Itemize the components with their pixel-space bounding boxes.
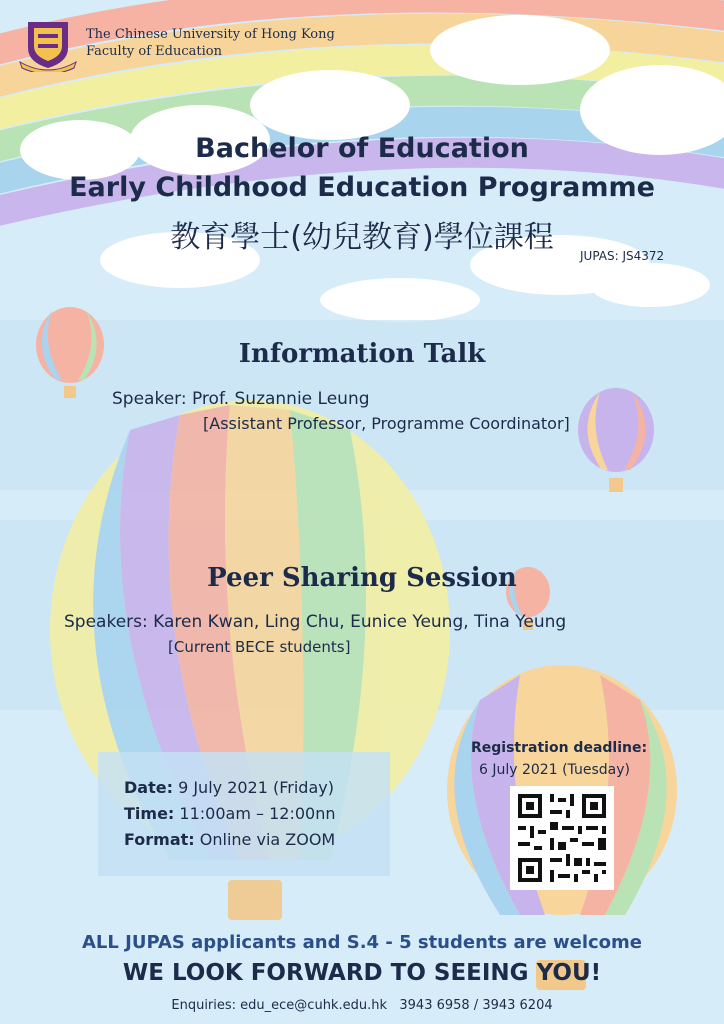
faculty-name: Faculty of Education xyxy=(86,44,222,59)
event-time: Time: 11:00am – 12:00nn xyxy=(124,804,336,823)
welcome-message: ALL JUPAS applicants and S.4 - 5 students are welcome xyxy=(82,932,642,953)
registration-deadline-date: 6 July 2021 (Tuesday) xyxy=(479,762,630,778)
programme-title-chinese: 教育學士(幼兒教育)學位課程 xyxy=(170,220,554,255)
registration-deadline-label: Registration deadline: xyxy=(471,740,648,756)
enquiries-contact: Enquiries: edu_ece@cuhk.edu.hk 3943 6958 / 3943 6204 xyxy=(171,998,553,1013)
programme-title-line1: Bachelor of Education xyxy=(195,133,529,164)
event-format: Format: Online via ZOOM xyxy=(124,830,336,849)
event-date: Date: 9 July 2021 (Friday) xyxy=(124,778,334,797)
info-talk-speaker: Speaker: Prof. Suzannie Leung xyxy=(112,389,370,409)
programme-title-line2: Early Childhood Education Programme xyxy=(69,172,655,203)
jupas-code: JUPAS: JS4372 xyxy=(580,249,665,263)
look-forward-message: WE LOOK FORWARD TO SEEING YOU! xyxy=(122,960,602,986)
registration-qr-code[interactable] xyxy=(510,786,614,890)
peer-sharing-heading: Peer Sharing Session xyxy=(207,563,517,593)
info-talk-speaker-role: [Assistant Professor, Programme Coordinator] xyxy=(203,414,570,433)
peer-sharing-speakers: Speakers: Karen Kwan, Ling Chu, Eunice Yeung, Tina Yeung xyxy=(64,612,567,632)
info-talk-heading: Information Talk xyxy=(238,339,486,369)
cuhk-crest-logo xyxy=(16,18,80,72)
university-name: The Chinese University of Hong Kong xyxy=(86,27,335,42)
peer-sharing-role: [Current BECE students] xyxy=(168,638,351,656)
event-details-box xyxy=(124,775,335,853)
